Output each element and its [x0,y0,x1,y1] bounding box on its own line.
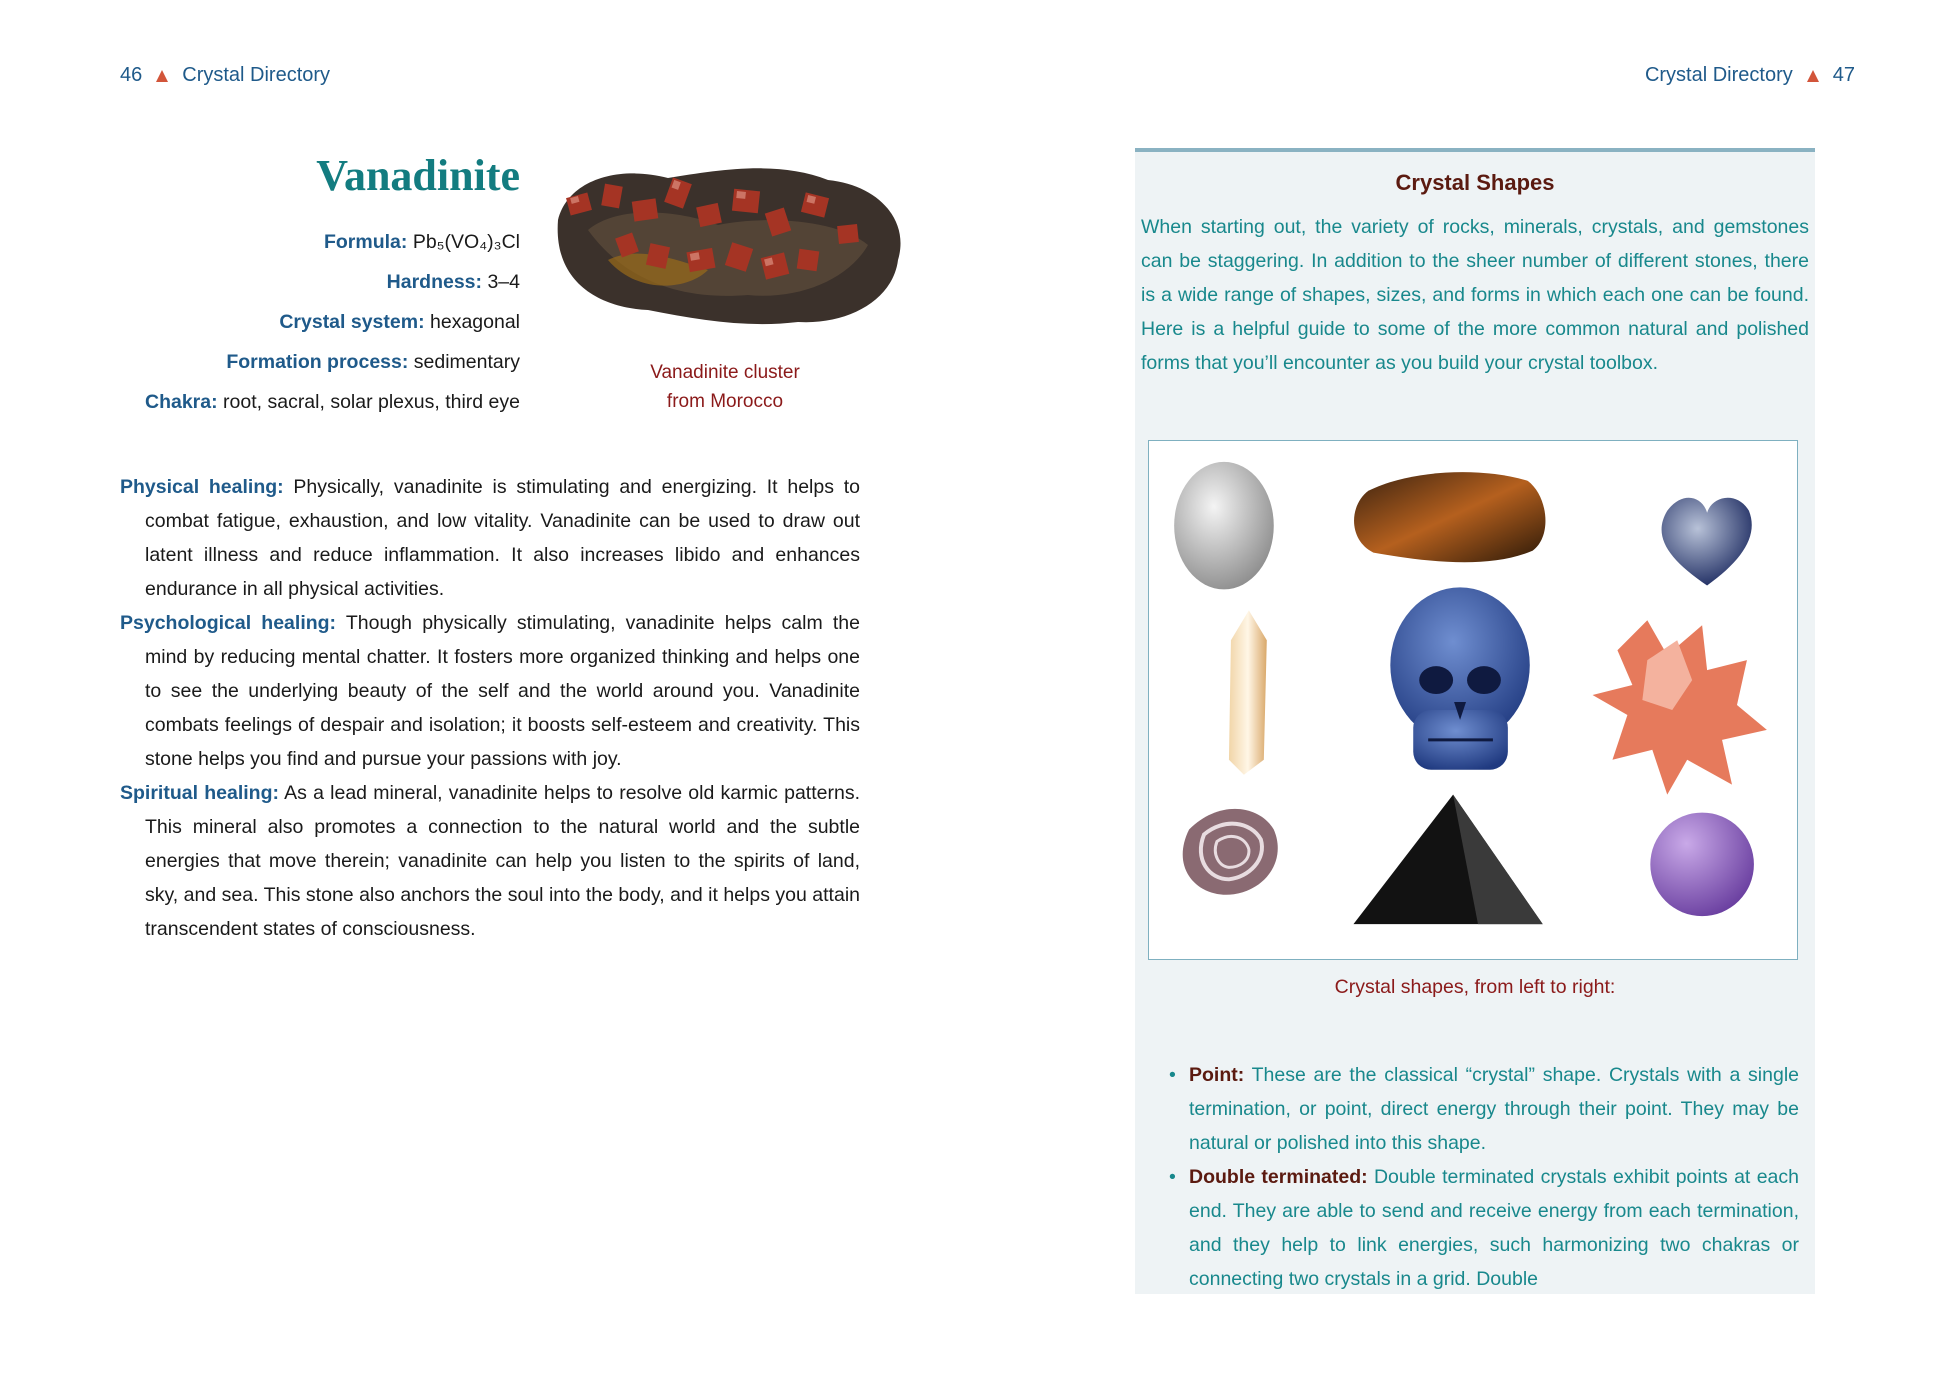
list-item-double-terminated: • Double terminated: Double terminated crystals exhibit points at each end. They are able to send and receive energy from each termination, and they help to link energies, such harmonizing two chakras or connecting two crystals in a grid. Double [1169,1160,1799,1296]
point-crystal [1229,610,1267,774]
crystal-shapes-sidebar [1135,148,1815,1294]
tumbled-stone [1183,809,1278,895]
cluster-crystal [1593,620,1767,794]
paragraph-spiritual: Spiritual healing: As a lead mineral, vanadinite helps to resolve old karmic patterns. This mineral also promotes a connection to the natural world and the subtle energies that move therein; vanadinite can help you listen to the spirits of land, sky, and sea. This stone also anchors the soul into the body, and it helps you attain transcendent states of consciousness. [120,782,860,940]
photo-caption: Crystal shapes, from left to right: [1334,976,1616,998]
crystal-shapes-grid [1149,441,1797,959]
paragraph-psychological: Psychological healing: Though physically stimulating, vanadinite helps calm the mind by reducing mental chatter. It fosters more organized thinking and helps one to see the underlying beauty of the self and the world around you. Vanadinite combats feelings of despair and isolation; it boosts self-esteem and creativity. This stone helps you find and pursue your passions with joy. [120,612,860,770]
shape-list [1169,1058,1799,1296]
fact-crystal-system: Crystal system: hexagonal [279,311,520,333]
vanadinite-specimen-image [548,150,908,335]
fact-formula: Formula: Pb₅(VO₄)₃Cl [323,231,520,253]
triangle-icon [156,70,168,82]
egg-crystal [1174,462,1274,590]
page-number-right: 47 [1832,64,1855,86]
paragraph-physical: Physical healing: Physically, vanadinite is stimulating and energizing. It helps to combat fatigue, exhaustion, and low vitality. Vanadinite can be used to draw out latent illness and reduce inflammation. It also increases libido and enhances endurance in all physical activities. [120,476,861,600]
specimen-caption: Vanadinite cluster from Morocco [650,362,800,412]
page-number-left: 46 [120,64,143,86]
rough-crystal [1354,472,1545,562]
pyramid-crystal [1353,795,1542,925]
sphere-crystal [1650,813,1754,917]
sidebar-title: Crystal Shapes [1395,170,1555,195]
entry-title: Vanadinite [316,151,520,200]
fact-list [120,222,520,422]
fact-formation: Formation process: sedimentary [226,351,520,373]
list-item-point: • Point: These are the classical “crystal” shape. Crystals with a single termination, or point, direct energy through their point. They may be natural or polished into this shape. [1169,1058,1799,1160]
triangle-icon [1807,70,1819,82]
crystal-shapes-photo [1148,440,1798,960]
sidebar-intro: When starting out, the variety of rocks, minerals, crystals, and gemstones can be staggering. In addition to the sheer number of different stones, there is a wide range of shapes, sizes, and forms in which each one can be found. Here is a helpful guide to some of the more common natural and polished forms that you’ll encounter as you build your crystal toolbox. [1141,216,1809,374]
healing-text [120,470,860,946]
section-title-right: Crystal Directory [1644,64,1793,86]
fact-hardness: Hardness: 3–4 [386,271,520,293]
heart-crystal [1662,498,1752,586]
fact-chakra: Chakra: root, sacral, solar plexus, third eye [144,391,520,413]
skull-crystal [1390,587,1529,769]
section-title-left: Crystal Directory [182,64,331,86]
running-head-right [1645,64,1855,87]
running-head-left [120,64,330,87]
